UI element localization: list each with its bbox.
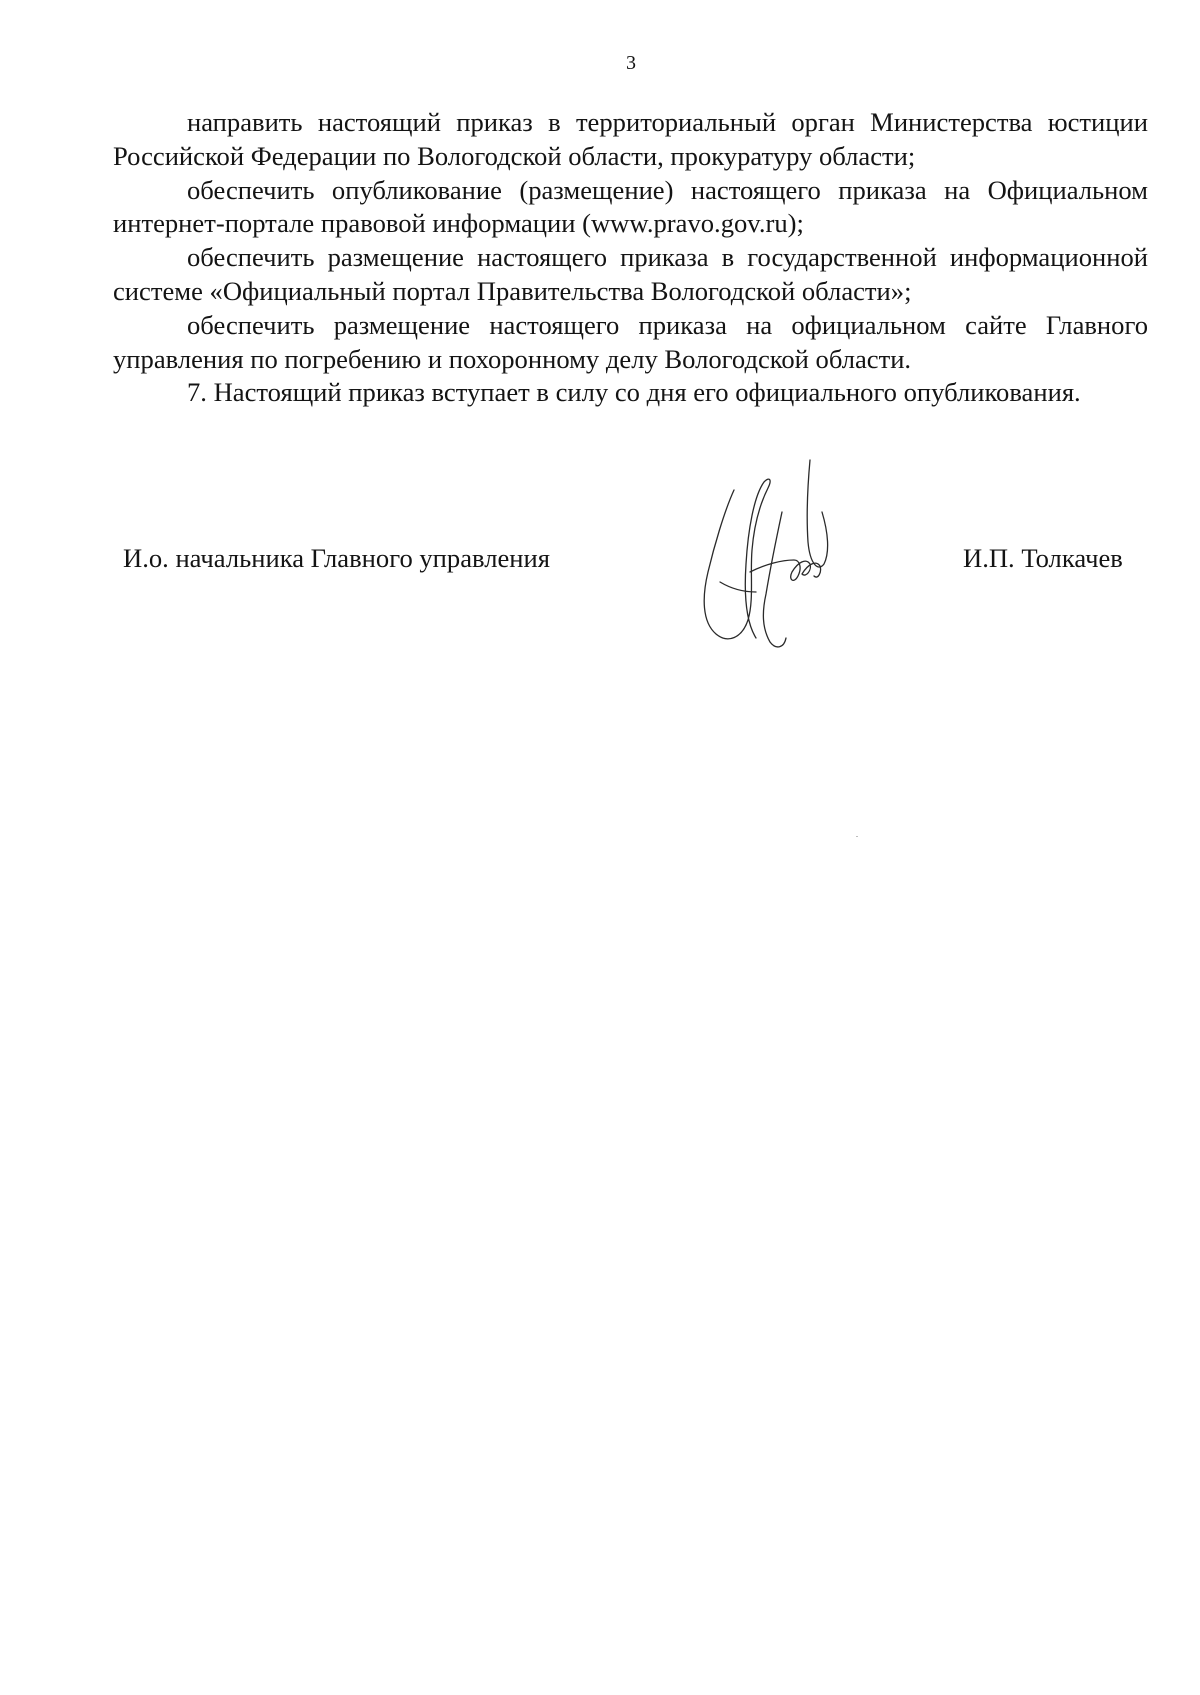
signatory-position: И.о. начальника Главного управления <box>123 543 550 573</box>
page-number: 3 <box>626 52 636 74</box>
paragraph: обеспечить размещение настоящего приказа на официальном сайте Главного управления по погребению и похоронному делу Вологодской области. <box>113 309 1148 374</box>
paragraph: обеспечить размещение настоящего приказа в государственной информационной системе «Официальный портал Правительства Вологодской области»; <box>113 242 1148 306</box>
document-body <box>113 106 1148 410</box>
scan-artifact <box>856 836 858 837</box>
handwritten-signature <box>690 452 860 652</box>
paragraph: направить настоящий приказ в территориальный орган Министерства юстиции Российской Федерации по Вологодской области, прокуратуру области; <box>113 107 1148 171</box>
signatory-name: И.П. Толкачев <box>963 543 1123 573</box>
paragraph: 7. Настоящий приказ вступает в силу со дня его официального опубликования. <box>187 377 1081 408</box>
paragraph: обеспечить опубликование (размещение) настоящего приказа на Официальном интернет-портале правовой информации (www.pravo.gov.ru); <box>113 174 1148 239</box>
